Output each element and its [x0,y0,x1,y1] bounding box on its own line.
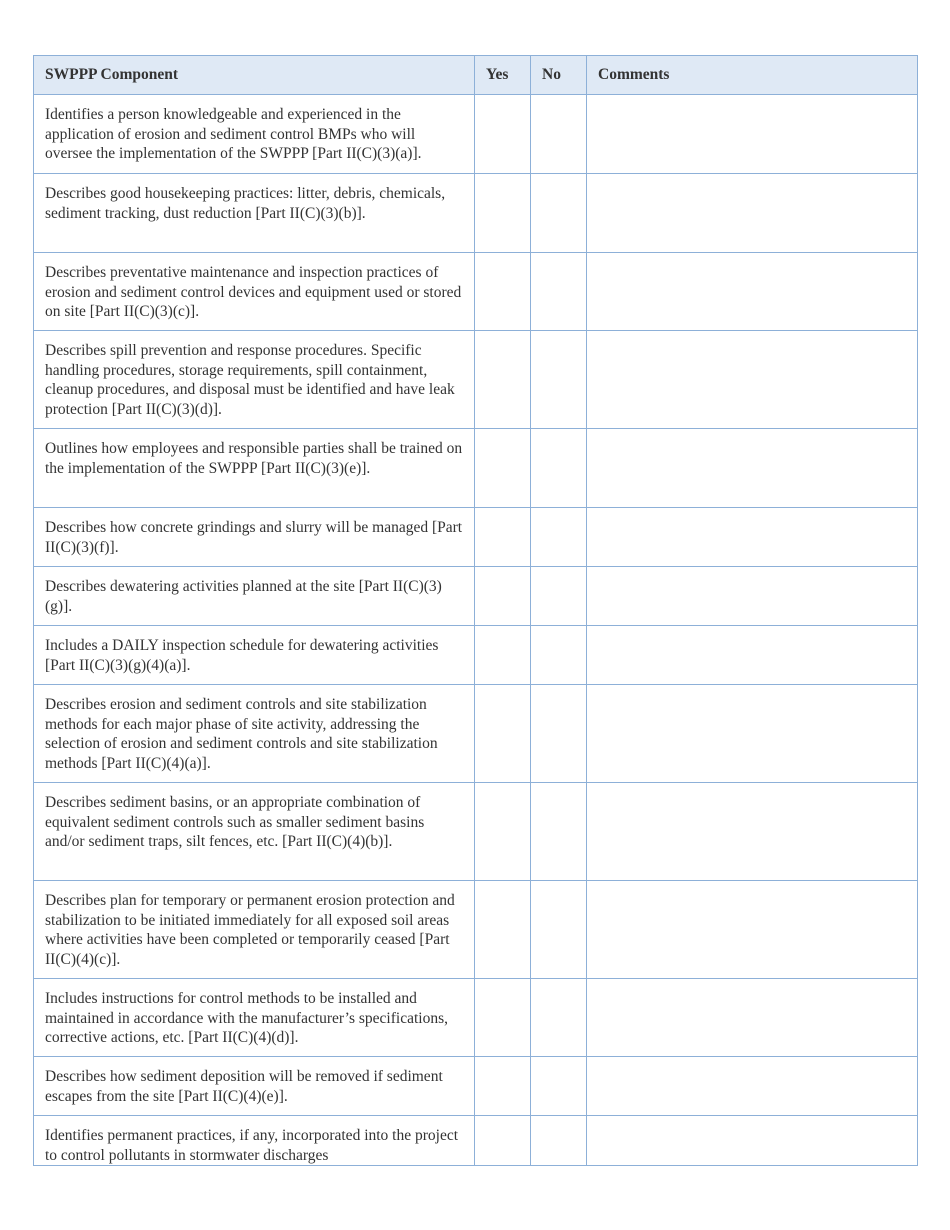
table-row [34,331,918,429]
no-cell[interactable] [531,881,587,979]
yes-cell[interactable] [475,429,531,508]
table-header [34,56,918,95]
comments-cell[interactable] [587,429,918,508]
component-cell: Describes how concrete grindings and slurry will be managed [Part II(C)(3)(f)]. [34,508,475,567]
component-cell: Outlines how employees and responsible parties shall be trained on the implementation of the SWPPP [Part II(C)(3)(e)]. [34,429,475,508]
component-cell: Includes instructions for control methods to be installed and maintained in accordance with the manufacturer’s specifications, corrective actions, etc. [Part II(C)(4)(d)]. [34,979,475,1057]
yes-cell[interactable] [475,508,531,567]
no-cell[interactable] [531,253,587,331]
comments-cell[interactable] [587,979,918,1057]
yes-cell[interactable] [475,95,531,174]
comments-cell[interactable] [587,1116,918,1166]
yes-cell[interactable] [475,979,531,1057]
yes-cell[interactable] [475,331,531,429]
comments-cell[interactable] [587,508,918,567]
header-yes: Yes [475,56,531,95]
component-text-truncated: Identifies permanent practices, if any, incorporated into the project to control pollutants in stormwater discharges [45,1127,459,1164]
component-cell: Includes a DAILY inspection schedule for dewatering activities [Part II(C)(3)(g)(4)(a)]. [34,626,475,685]
component-cell: Describes plan for temporary or permanent erosion protection and stabilization to be initiated immediately for all exposed soil areas where activities have been completed or temporarily ceased [Part II(C)(4)(c)]. [34,881,475,979]
comments-cell[interactable] [587,783,918,881]
yes-cell[interactable] [475,685,531,783]
no-cell[interactable] [531,567,587,626]
no-cell[interactable] [531,979,587,1057]
no-cell[interactable] [531,783,587,881]
comments-cell[interactable] [587,1057,918,1116]
comments-cell[interactable] [587,881,918,979]
comments-cell[interactable] [587,174,918,253]
yes-cell[interactable] [475,626,531,685]
header-no: No [531,56,587,95]
comments-cell[interactable] [587,331,918,429]
table-row [34,508,918,567]
yes-cell[interactable] [475,567,531,626]
yes-cell[interactable] [475,253,531,331]
no-cell[interactable] [531,508,587,567]
table-row [34,881,918,979]
comments-cell[interactable] [587,567,918,626]
no-cell[interactable] [531,626,587,685]
yes-cell[interactable] [475,1057,531,1116]
comments-cell[interactable] [587,253,918,331]
no-cell[interactable] [531,1057,587,1116]
table-row [34,95,918,174]
table-row [34,626,918,685]
no-cell[interactable] [531,429,587,508]
no-cell[interactable] [531,95,587,174]
no-cell[interactable] [531,174,587,253]
comments-cell[interactable] [587,626,918,685]
header-component: SWPPP Component [34,56,475,95]
component-cell: Describes spill prevention and response procedures. Specific handling procedures, storage requirements, spill containment, cleanup procedures, and disposal must be identified and have leak protection [Part II(C)(3)(d)]. [34,331,475,429]
table-body [34,95,918,1166]
header-comments: Comments [587,56,918,95]
table-row [34,1116,918,1166]
component-cell: Identifies a person knowledgeable and experienced in the application of erosion and sediment control BMPs who will oversee the implementation of the SWPPP [Part II(C)(3)(a)]. [34,95,475,174]
component-cell: Describes preventative maintenance and inspection practices of erosion and sediment control devices and equipment used or stored on site [Part II(C)(3)(c)]. [34,253,475,331]
table-row [34,979,918,1057]
table-row [34,174,918,253]
header-row [34,56,918,95]
table-row [34,685,918,783]
component-cell: Describes sediment basins, or an appropriate combination of equivalent sediment controls such as smaller sediment basins and/or sediment traps, silt fences, etc. [Part II(C)(4)(b)]. [34,783,475,881]
table-row [34,1057,918,1116]
component-cell: Describes dewatering activities planned at the site [Part II(C)(3)(g)]. [34,567,475,626]
table-row [34,567,918,626]
comments-cell[interactable] [587,685,918,783]
yes-cell[interactable] [475,1116,531,1166]
comments-cell[interactable] [587,95,918,174]
no-cell[interactable] [531,331,587,429]
yes-cell[interactable] [475,881,531,979]
swppp-checklist-table [33,55,918,1166]
table-row [34,429,918,508]
component-cell: Describes good housekeeping practices: litter, debris, chemicals, sediment tracking, dust reduction [Part II(C)(3)(b)]. [34,174,475,253]
no-cell[interactable] [531,685,587,783]
yes-cell[interactable] [475,783,531,881]
component-cell [34,1116,475,1166]
table-row [34,253,918,331]
table-row [34,783,918,881]
no-cell[interactable] [531,1116,587,1166]
yes-cell[interactable] [475,174,531,253]
component-cell: Describes how sediment deposition will be removed if sediment escapes from the site [Part II(C)(4)(e)]. [34,1057,475,1116]
component-cell: Describes erosion and sediment controls and site stabilization methods for each major phase of site activity, addressing the selection of erosion and sediment controls and site stabilization methods [Part II(C)(4)(a)]. [34,685,475,783]
